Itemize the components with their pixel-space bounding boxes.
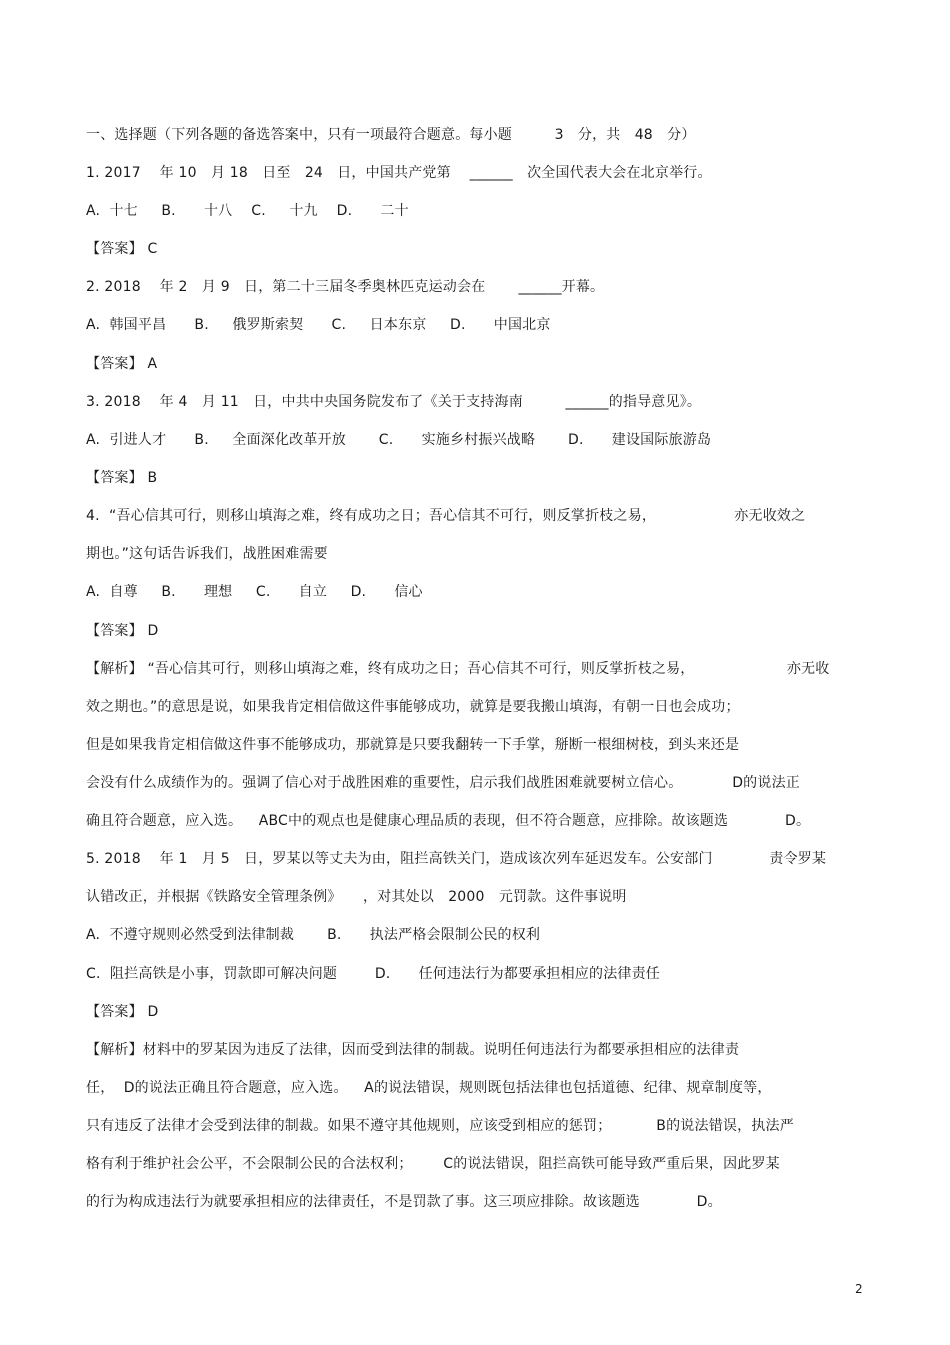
question-4-stem: 4. “吾心信其可行，则移山填海之难，终有成功之日；吾心信其不可行，则反掌折枝之易， 亦无收效之 [86,508,806,524]
question-3-options: A. 引进人才 B. 全面深化改革开放 C. 实施乡村振兴战略 D. 建设国际旅游岛 [86,432,712,448]
question-5-analysis-line: 格有利于维护社会公平，不会限制公民的合法权利； C的说法错误，阻拦高铁可能导致严重后果，因此罗某 [86,1156,780,1172]
question-5-stem-continued: 认错改正，并根据《铁路安全管理条例》 ，对其处以 2000 元罚款。这件事说明 [86,889,627,905]
question-5-options-ab: A. 不遵守规则必然受到法律制裁 B. 执法严格会限制公民的权利 [86,927,541,943]
question-3-answer: 【答案】 B [86,470,158,486]
question-5-analysis-line: 任， D的说法正确且符合题意，应入选。 A的说法错误，规则既包括法律也包括道德、纪律、规章制度等， [86,1080,772,1096]
question-4-analysis-line: 【解析】 “吾心信其可行，则移山填海之难，终有成功之日；吾心信其不可行，则反掌折枝之易， 亦无收 [86,661,830,677]
question-1-stem: 1. 2017 年 10 月 18 日至 24 日，中国共产党第 ______ 次全国代表大会在北京举行。 [86,165,712,181]
question-4-analysis-line: 会没有什么成绩作为的。强调了信心对于战胜困难的重要性，启示我们战胜困难就要树立信心。 D的说法正 [86,775,800,791]
question-4-analysis-line: 确且符合题意，应入选。 ABC中的观点也是健康心理品质的表现，但不符合题意，应排除。故该题选 D。 [86,813,811,829]
question-4-answer: 【答案】 D [86,623,159,639]
question-4-analysis-line: 但是如果我肯定相信做这件事不能够成功，那就算是只要我翻转一下手掌，掰断一根细树枝，到头来还是 [86,737,740,753]
question-5-analysis-line: 【解析】材料中的罗某因为违反了法律，因而受到法律的制裁。说明任何违法行为都要承担相应的法律责 [86,1042,740,1058]
question-4-stem-continued: 期也。”这句话告诉我们，战胜困难需要 [86,546,328,562]
question-5-answer: 【答案】 D [86,1004,159,1020]
question-2-stem: 2. 2018 年 2 月 9 日，第二十三届冬季奥林匹克运动会在 ______开幕。 [86,279,605,295]
section-title: 一、选择题（下列各题的备选答案中，只有一项最符合题意。每小题 3 分，共 48 分） [86,127,696,143]
question-4-options: A. 自尊 B. 理想 C. 自立 D. 信心 [86,584,423,600]
question-1-answer: 【答案】 C [86,241,158,257]
question-5-options-cd: C. 阻拦高铁是小事，罚款即可解决问题 D. 任何违法行为都要承担相应的法律责任 [86,966,661,982]
question-3-stem: 3. 2018 年 4 月 11 日，中共中央国务院发布了《关于支持海南 ______的指导意见》。 [86,394,702,410]
question-5-analysis-line: 的行为构成违法行为就要承担相应的法律责任，不是罚款了事。这三项应排除。故该题选 D。 [86,1194,722,1210]
question-1-options: A. 十七 B. 十八 C. 十九 D. 二十 [86,203,409,219]
question-4-analysis-line: 效之期也。”的意思是说，如果我肯定相信做这件事能够成功，就算是要我搬山填海，有朝一日也会成功； [86,699,740,715]
question-2-options: A. 韩国平昌 B. 俄罗斯索契 C. 日本东京 D. 中国北京 [86,317,551,333]
page-number: 2 [855,1282,863,1296]
question-2-answer: 【答案】 A [86,356,158,372]
question-5-stem: 5. 2018 年 1 月 5 日，罗某以等丈夫为由，阻拦高铁关门，造成该次列车延迟发车。公安部门 责令罗某 [86,851,827,867]
question-5-analysis-line: 只有违反了法律才会受到法律的制裁。如果不遵守其他规则，应该受到相应的惩罚； B的说法错误，执法严 [86,1118,794,1134]
